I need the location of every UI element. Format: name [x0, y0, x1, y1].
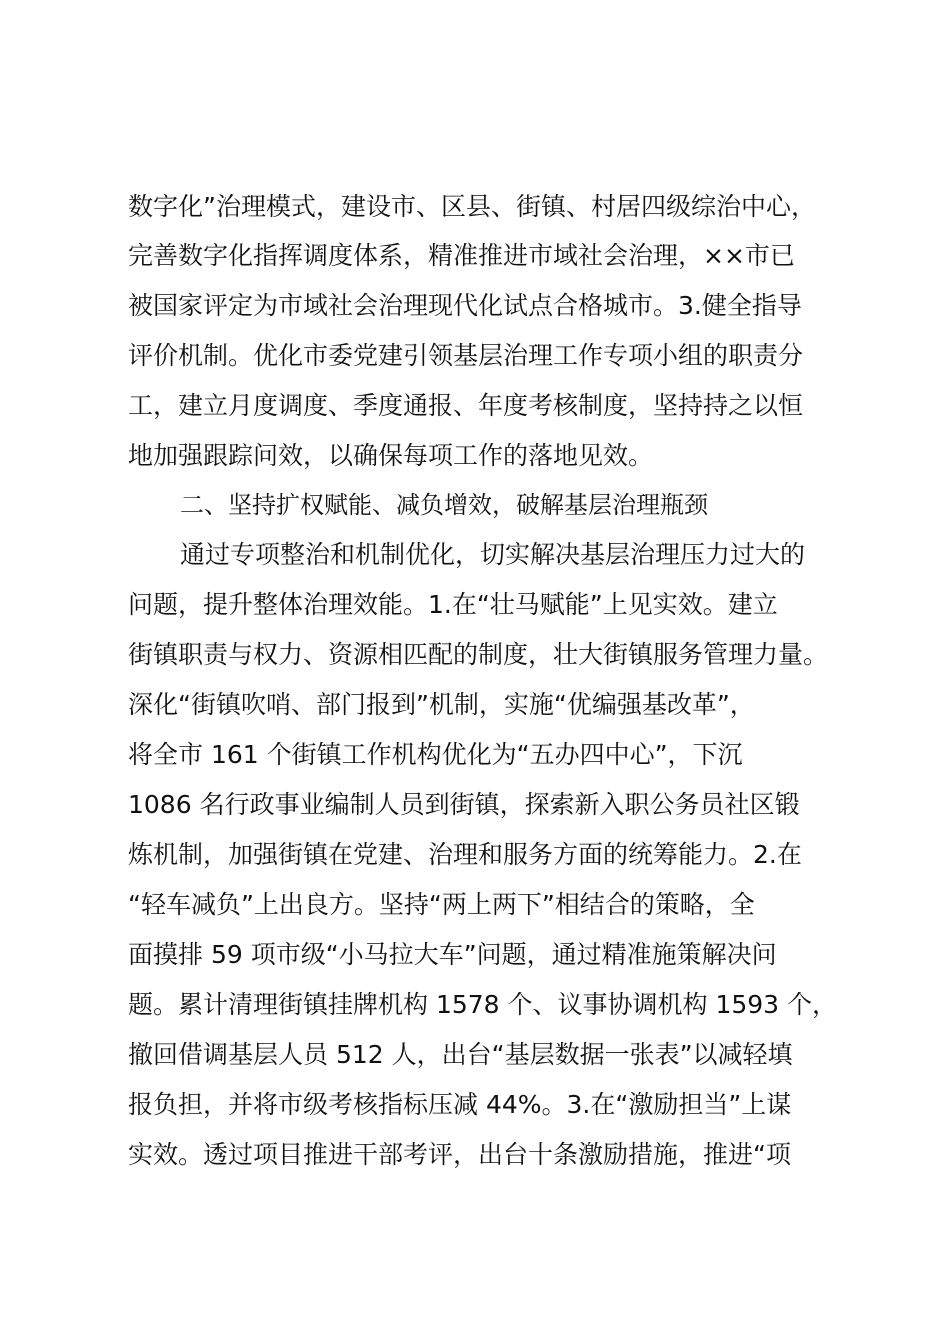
section-heading: 二、坚持扩权赋能、减负增效，破解基层治理瓶颈	[180, 491, 708, 519]
paragraph-line: 实效。透过项目推进干部考评，出台十条激励措施，推进“项	[128, 1140, 791, 1169]
paragraph-line: “轻车减负”上出良方。坚持“两上两下”相结合的策略，全	[128, 890, 755, 919]
paragraph-line: 通过专项整治和机制优化，切实解决基层治理压力过大的	[180, 540, 806, 569]
paragraph-line: 面摸排 59 项市级“小马拉大车”问题，通过精准施策解决问	[128, 940, 777, 969]
paragraph-line: 将全市 161 个街镇工作机构优化为“五办四中心”，下沉	[128, 740, 743, 769]
paragraph-line: 地加强跟踪问效，以确保每项工作的落地见效。	[128, 441, 654, 470]
paragraph-line: 问题，提升整体治理效能。1.在“壮马赋能”上见实效。建立	[128, 590, 778, 619]
paragraph-line: 街镇职责与权力、资源相匹配的制度，壮大街镇服务管理力量。	[128, 640, 829, 669]
paragraph-line: 评价机制。优化市委党建引领基层治理工作专项小组的职责分	[128, 341, 804, 370]
paragraph-line: 完善数字化指挥调度体系，精准推进市域社会治理，××市已	[128, 241, 795, 270]
paragraph-line: 题。累计清理街镇挂牌机构 1578 个、议事协调机构 1593 个，	[128, 990, 838, 1019]
paragraph-line: 撤回借调基层人员 512 人，出台“基层数据一张表”以减轻填	[128, 1040, 793, 1069]
paragraph-line: 被国家评定为市域社会治理现代化试点合格城市。3.健全指导	[128, 291, 802, 320]
paragraph-line: 炼机制，加强街镇在党建、治理和服务方面的统筹能力。2.在	[128, 840, 802, 869]
paragraph-line: 报负担，并将市级考核指标压减 44%。3.在“激励担当”上谋	[128, 1090, 792, 1119]
paragraph-line: 深化“街镇吹哨、部门报到”机制，实施“优编强基改革”，	[128, 690, 755, 719]
paragraph-line: 1086 名行政事业编制人员到街镇，探索新入职公务员社区锻	[128, 790, 800, 819]
paragraph-line: 工，建立月度调度、季度通报、年度考核制度，坚持持之以恒	[128, 391, 804, 420]
paragraph-line: 数字化”治理模式，建设市、区县、街镇、村居四级综治中心，	[128, 192, 816, 221]
